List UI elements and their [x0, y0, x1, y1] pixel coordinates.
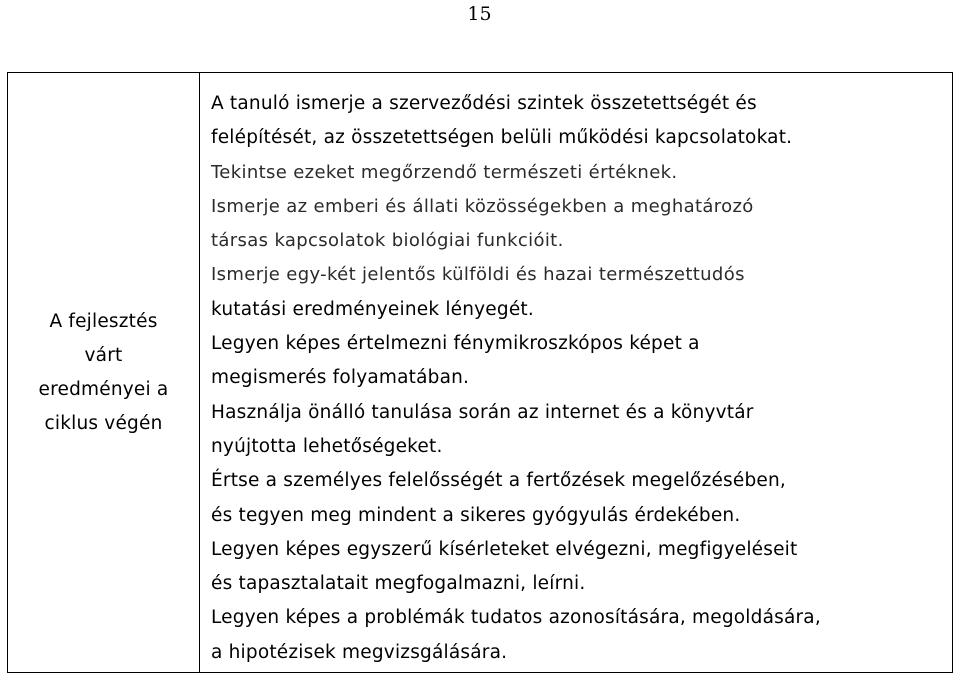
outcome-line: Legyen képes egyszerű kísérleteket elvégezni, megfigyeléseit [211, 538, 798, 560]
row-label-line: eredményei a [38, 378, 169, 400]
row-label-line: A fejlesztés [49, 310, 158, 332]
outcome-line: Legyen képes értelmezni fénymikroszkópos képet a [211, 333, 700, 355]
label-cell [8, 73, 200, 673]
outcome-line: Ismerje egy-két jelentős külföldi és hazai természettudós [211, 264, 745, 286]
outcome-line: kutatási eredményeinek lényegét. [211, 298, 534, 320]
outcome-line: társas kapcsolatok biológiai funkcióit. [211, 230, 564, 252]
outcome-line: Tekintse ezeket megőrzendő természeti értéknek. [211, 161, 678, 183]
outcome-line: nyújtotta lehetőségeket. [211, 435, 443, 457]
content-cell [200, 73, 953, 673]
outcome-text [200, 75, 952, 670]
outcome-line: megismerés folyamatában. [211, 367, 470, 389]
table-row [8, 73, 953, 673]
row-label [8, 305, 199, 441]
outcome-line: A tanuló ismerje a szerveződési szintek összetettségét és [211, 92, 757, 114]
outcome-line: felépítését, az összetettségen belüli működési kapcsolatokat. [211, 127, 793, 149]
outcome-line: és tegyen meg mindent a sikeres gyógyulás érdekében. [211, 504, 741, 526]
outcome-line: Értse a személyes felelősségét a fertőzések megelőzésében, [211, 470, 787, 492]
outcome-line: és tapasztalatait megfogalmazni, leírni. [211, 573, 586, 595]
outcome-line: a hipotézisek megvizsgálására. [211, 641, 508, 663]
outcome-line: Ismerje az emberi és állati közösségekben a meghatározó [211, 195, 754, 217]
row-label-line: ciklus végén [44, 412, 163, 434]
outcomes-table [7, 72, 953, 673]
outcome-line: Legyen képes a problémák tudatos azonosítására, megoldására, [211, 607, 821, 629]
page-number: 15 [467, 3, 492, 25]
row-label-line: várt [84, 344, 123, 366]
outcome-line: Használja önálló tanulása során az internet és a könyvtár [211, 401, 754, 423]
